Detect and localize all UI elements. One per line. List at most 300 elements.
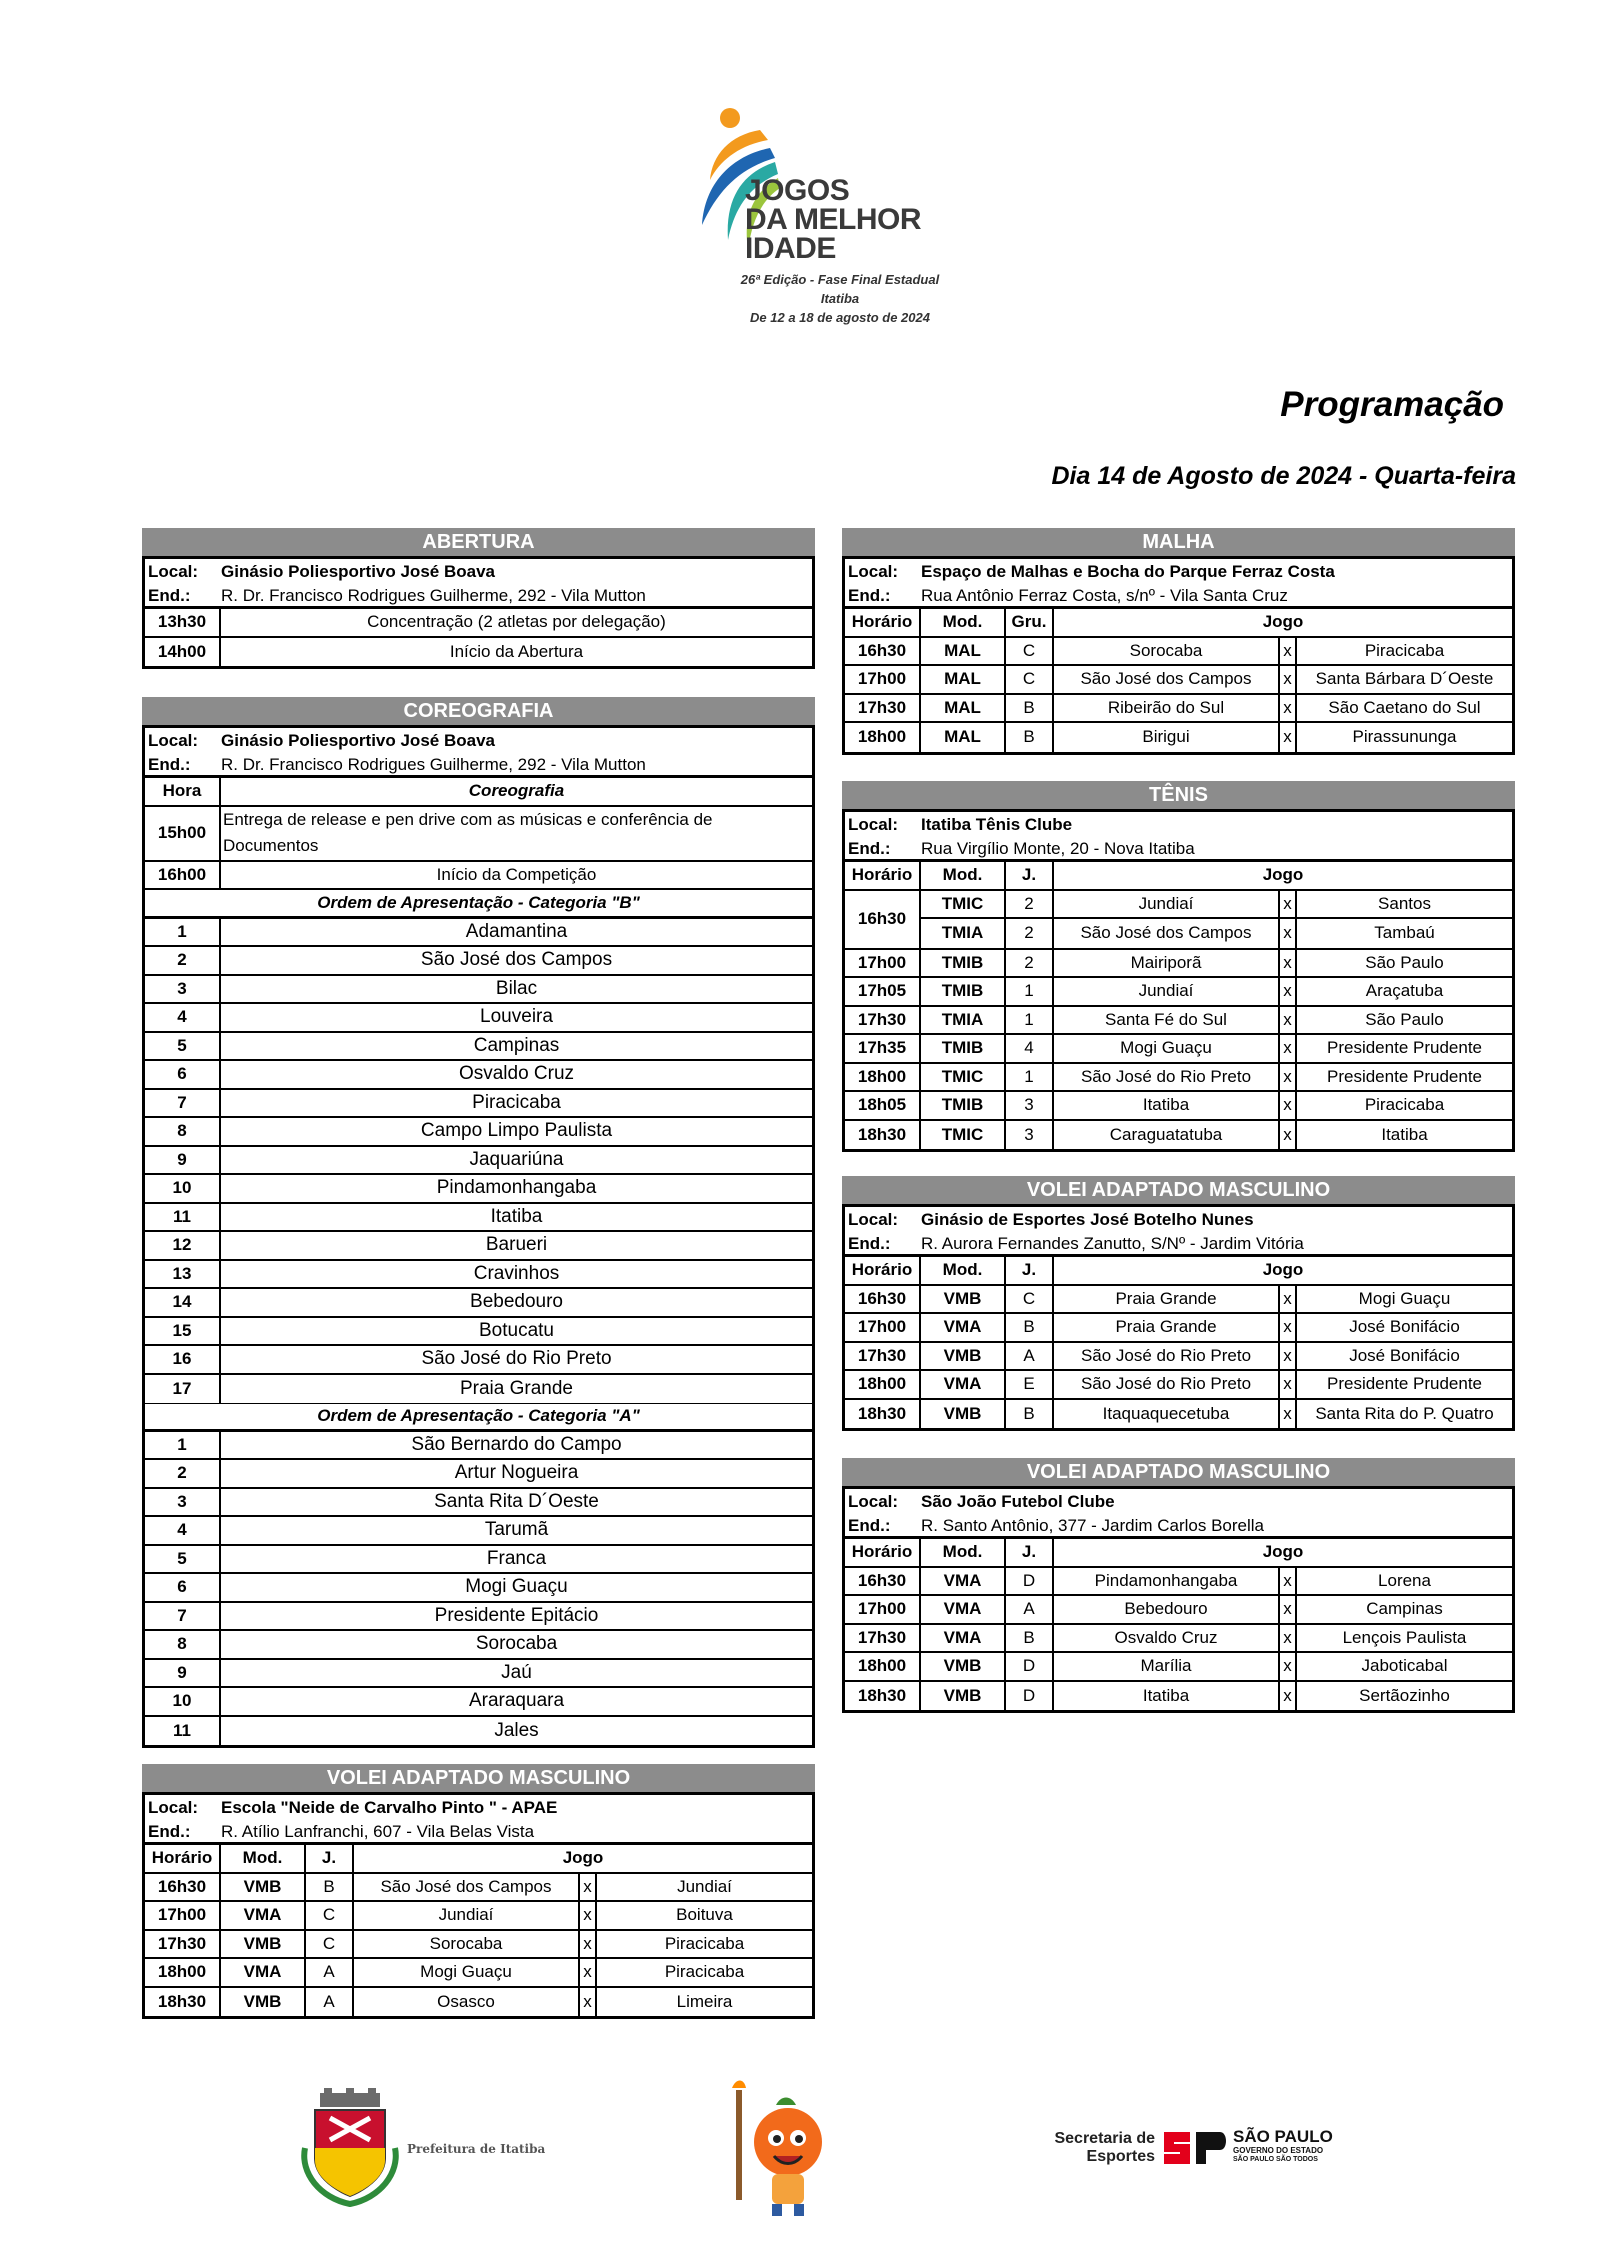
col-jogo: Jogo <box>1262 865 1304 885</box>
game-modality: VMB <box>221 1931 306 1958</box>
versus-mark: x <box>1280 1092 1297 1119</box>
table-row <box>845 695 1512 724</box>
game-group: C <box>1006 1286 1054 1313</box>
order-number: 16 <box>145 1346 221 1373</box>
game-modality: VMB <box>921 1682 1006 1711</box>
volei-apae-title: VOLEI ADAPTADO MASCULINO <box>142 1764 815 1792</box>
city-name: Cravinhos <box>473 1262 560 1284</box>
game-time: 18h00 <box>145 1959 221 1986</box>
coreografia-row: 15h00 Entrega de release e pen drive com as músicas e conferência de Documentos <box>145 807 812 862</box>
versus-mark: x <box>1280 723 1297 752</box>
venue-local: Local: São João Futebol Clube <box>845 1486 1512 1513</box>
list-item <box>145 1004 812 1033</box>
volei-botelho-section <box>842 1176 1515 1431</box>
team-away: São Paulo <box>1365 1009 1444 1029</box>
game-group: 1 <box>1006 1064 1054 1091</box>
city-name: Jales <box>494 1719 539 1741</box>
game-time: 17h30 <box>845 695 921 722</box>
game-modality: TMIA <box>921 919 1006 948</box>
game-time: 18h30 <box>845 1400 921 1429</box>
city-name: Presidente Epitácio <box>434 1604 599 1626</box>
team-away: Campinas <box>1366 1599 1443 1619</box>
team-away: Santos <box>1378 893 1431 913</box>
team-home: Sorocaba <box>1054 638 1280 665</box>
game-group: B <box>1006 1400 1054 1429</box>
list-item <box>145 1432 812 1461</box>
order-number: 11 <box>145 1204 221 1231</box>
city-name: Barueri <box>485 1234 548 1256</box>
volei-botelho-title: VOLEI ADAPTADO MASCULINO <box>842 1176 1515 1204</box>
cat-a-list <box>145 1432 812 1746</box>
col-jogo: Jogo <box>562 1848 604 1868</box>
list-item <box>145 1631 812 1660</box>
game-time: 16h30 <box>845 1286 921 1313</box>
cat-b-list <box>145 919 812 1404</box>
list-item <box>145 1717 812 1746</box>
team-away: Boituva <box>676 1905 733 1925</box>
game-group: 2 <box>1006 919 1054 948</box>
team-home: São José do Rio Preto <box>1054 1064 1280 1091</box>
game-time: 18h30 <box>145 1988 221 2017</box>
coreografia-end: End.: R. Dr. Francisco Rodrigues Guilherme, 292 - Vila Mutton <box>145 752 812 779</box>
team-home: Itatiba <box>1054 1682 1280 1711</box>
game-modality: VMA <box>921 1371 1006 1398</box>
versus-mark: x <box>580 1959 597 1986</box>
volei-apae-section <box>142 1764 815 2019</box>
team-away: Mogi Guaçu <box>1358 1288 1451 1308</box>
game-group: C <box>306 1931 354 1958</box>
game-modality: MAL <box>921 666 1006 693</box>
list-item <box>145 1574 812 1603</box>
versus-mark: x <box>1280 978 1297 1005</box>
logo-line-3: IDADE <box>745 232 836 265</box>
game-time: 18h00 <box>845 1064 921 1091</box>
team-away: São Paulo <box>1365 952 1444 972</box>
team-away: Pirassununga <box>1352 727 1457 747</box>
list-item <box>145 1118 812 1147</box>
prefeitura-coat-of-arms-icon <box>300 2088 400 2208</box>
table-row <box>145 1931 812 1960</box>
prefeitura-label: Prefeitura de Itatiba <box>407 2142 546 2156</box>
game-modality: VMA <box>921 1568 1006 1595</box>
versus-mark: x <box>1280 638 1297 665</box>
malha-title: MALHA <box>842 528 1515 556</box>
order-number: 8 <box>145 1631 221 1658</box>
order-number: 4 <box>145 1517 221 1544</box>
team-home: Santa Fé do Sul <box>1054 1007 1280 1034</box>
table-row <box>845 638 1512 667</box>
team-away: Jundiaí <box>677 1876 732 1896</box>
logo-edition: 26ª Edição - Fase Final Estadual <box>740 272 940 287</box>
col-mod: Mod. <box>921 1257 1006 1284</box>
col-group: J. <box>1006 1539 1054 1566</box>
versus-mark: x <box>1280 1568 1297 1595</box>
order-number: 1 <box>145 1432 221 1459</box>
venue-local: Local: Ginásio de Esportes José Botelho Nunes <box>845 1204 1512 1231</box>
game-time: 16h30 <box>845 891 921 948</box>
venue-address: End.: R. Atílio Lanfranchi, 607 - Vila Belas Vista <box>145 1819 812 1846</box>
team-away: José Bonifácio <box>1349 1317 1460 1337</box>
team-away: Piracicaba <box>1364 1095 1445 1115</box>
game-group: C <box>1006 638 1054 665</box>
team-away: José Bonifácio <box>1349 1345 1460 1365</box>
team-home: Marília <box>1054 1653 1280 1680</box>
game-modality: VMA <box>921 1625 1006 1652</box>
list-item <box>145 1546 812 1575</box>
list-item <box>145 1061 812 1090</box>
team-away: Araçatuba <box>1365 981 1444 1001</box>
team-home: Jundiaí <box>1054 891 1280 918</box>
logo-line-1: JOGOS <box>745 174 850 207</box>
versus-mark: x <box>1280 1596 1297 1623</box>
table-row <box>845 1286 1512 1315</box>
col-mod: Mod. <box>921 862 1006 889</box>
list-item <box>145 1147 812 1176</box>
city-name: Osvaldo Cruz <box>458 1063 575 1085</box>
list-item <box>145 1261 812 1290</box>
city-name: Campo Limpo Paulista <box>420 1120 613 1142</box>
game-time: 17h35 <box>845 1035 921 1062</box>
team-home: Itaquaquecetuba <box>1054 1400 1280 1429</box>
game-time: 16h30 <box>145 1874 221 1901</box>
game-modality: VMB <box>921 1286 1006 1313</box>
list-item <box>145 1460 812 1489</box>
game-group: C <box>306 1902 354 1929</box>
game-group: 2 <box>1006 891 1054 918</box>
table-row <box>145 1874 812 1903</box>
game-group: 4 <box>1006 1035 1054 1062</box>
game-modality: VMB <box>921 1343 1006 1370</box>
table-header <box>845 862 1512 891</box>
list-item <box>145 1090 812 1119</box>
team-home: Bebedouro <box>1054 1596 1280 1623</box>
game-modality: TMIC <box>921 1064 1006 1091</box>
game-modality: TMIB <box>921 978 1006 1005</box>
game-modality: VMA <box>221 1902 306 1929</box>
table-row <box>845 1625 1512 1654</box>
table-row <box>145 1959 812 1988</box>
team-home: Sorocaba <box>354 1931 580 1958</box>
versus-mark: x <box>1280 1400 1297 1429</box>
game-modality: TMIC <box>921 891 1006 918</box>
team-away: Piracicaba <box>1364 640 1445 660</box>
table-row <box>845 1400 1512 1429</box>
game-time: 17h30 <box>145 1931 221 1958</box>
team-home: Jundiaí <box>1054 978 1280 1005</box>
game-modality: VMA <box>921 1314 1006 1341</box>
order-number: 6 <box>145 1061 221 1088</box>
sp-logo-icon <box>1160 2128 1230 2168</box>
team-away: Itatiba <box>1381 1124 1428 1144</box>
table-row <box>845 1653 1512 1682</box>
coreografia-local: Local: Ginásio Poliesportivo José Boava <box>145 725 812 752</box>
merged-time-group <box>845 891 1512 950</box>
venue-address: End.: Rua Virgílio Monte, 20 - Nova Itatiba <box>845 836 1512 863</box>
order-number: 9 <box>145 1147 221 1174</box>
logo-line-2: DA MELHOR <box>745 203 922 236</box>
venue-address: End.: Rua Antônio Ferraz Costa, s/nº - Vila Santa Cruz <box>845 583 1512 610</box>
col-horario: Horário <box>845 1539 921 1566</box>
game-group: 3 <box>1006 1092 1054 1119</box>
city-name: Bebedouro <box>470 1291 563 1313</box>
game-group: 1 <box>1006 978 1054 1005</box>
table-row <box>845 1121 1512 1150</box>
game-time: 17h30 <box>845 1343 921 1370</box>
list-item <box>145 1175 812 1204</box>
table-row <box>845 1596 1512 1625</box>
col-horario: Horário <box>845 1257 921 1284</box>
col-horario: Horário <box>845 862 921 889</box>
table-row <box>145 1902 812 1931</box>
abertura-title: ABERTURA <box>142 528 815 556</box>
city-name: Jaú <box>501 1661 532 1683</box>
table-row <box>921 919 1512 948</box>
order-number: 10 <box>145 1175 221 1202</box>
table-header <box>845 609 1512 638</box>
game-time: 17h00 <box>845 1314 921 1341</box>
order-number: 14 <box>145 1289 221 1316</box>
team-home: São José dos Campos <box>1054 919 1280 948</box>
abertura-section <box>142 528 815 669</box>
game-time: 17h00 <box>145 1902 221 1929</box>
city-name: Adamantina <box>465 920 568 942</box>
city-name: Araraquara <box>468 1690 565 1712</box>
city-name: São Bernardo do Campo <box>411 1433 622 1455</box>
table-header <box>145 1845 812 1874</box>
table-row <box>845 1371 1512 1400</box>
list-item <box>145 1232 812 1261</box>
page-date: Dia 14 de Agosto de 2024 - Quarta-feira <box>1051 462 1516 490</box>
team-home: Mogi Guaçu <box>1054 1035 1280 1062</box>
coreografia-section <box>142 697 815 1748</box>
order-number: 13 <box>145 1261 221 1288</box>
team-away: São Caetano do Sul <box>1328 697 1481 717</box>
order-number: 9 <box>145 1660 221 1687</box>
game-time: 17h30 <box>845 1007 921 1034</box>
table-header <box>845 1257 1512 1286</box>
team-home: Praia Grande <box>1054 1314 1280 1341</box>
versus-mark: x <box>1280 919 1297 948</box>
table-row <box>845 1064 1512 1093</box>
volei-sjoao-section <box>842 1458 1515 1713</box>
table-row <box>845 1007 1512 1036</box>
versus-mark: x <box>1280 666 1297 693</box>
game-time: 18h30 <box>845 1682 921 1711</box>
col-horario: Horário <box>145 1845 221 1872</box>
col-group: Gru. <box>1006 609 1054 636</box>
order-number: 4 <box>145 1004 221 1031</box>
city-name: Artur Nogueira <box>454 1462 579 1484</box>
team-home: Ribeirão do Sul <box>1054 695 1280 722</box>
order-number: 1 <box>145 919 221 946</box>
table-row <box>921 891 1512 920</box>
versus-mark: x <box>1280 695 1297 722</box>
col-mod: Mod. <box>221 1845 306 1872</box>
team-home: Mairiporã <box>1054 950 1280 977</box>
game-time: 17h00 <box>845 950 921 977</box>
abertura-row: 14h00 Início da Abertura <box>145 638 812 667</box>
col-horario: Horário <box>845 609 921 636</box>
versus-mark: x <box>1280 1625 1297 1652</box>
game-group: A <box>1006 1343 1054 1370</box>
venue-address: End.: R. Aurora Fernandes Zanutto, S/Nº - Jardim Vitória <box>845 1231 1512 1258</box>
team-home: Itatiba <box>1054 1092 1280 1119</box>
table-row <box>845 1314 1512 1343</box>
team-away: Presidente Prudente <box>1327 1374 1482 1394</box>
order-number: 7 <box>145 1090 221 1117</box>
city-name: Mogi Guaçu <box>465 1576 568 1598</box>
versus-mark: x <box>1280 1007 1297 1034</box>
coreografia-row: 16h00 Início da Competição <box>145 862 812 891</box>
game-group: 3 <box>1006 1121 1054 1150</box>
game-time: 18h00 <box>845 723 921 752</box>
game-group: C <box>1006 666 1054 693</box>
team-away: Santa Rita do P. Quatro <box>1315 1403 1494 1423</box>
team-away: Presidente Prudente <box>1327 1066 1482 1086</box>
game-modality: TMIC <box>921 1121 1006 1150</box>
list-item <box>145 919 812 948</box>
cat-b-title: Ordem de Apresentação - Categoria "B" <box>145 890 812 919</box>
tenis-title: TÊNIS <box>842 781 1515 809</box>
city-name: Santa Rita D´Oeste <box>434 1490 599 1512</box>
game-group: B <box>1006 695 1054 722</box>
game-group: B <box>1006 1314 1054 1341</box>
city-name: Louveira <box>480 1006 553 1028</box>
game-time: 18h30 <box>845 1121 921 1150</box>
order-number: 5 <box>145 1546 221 1573</box>
table-row <box>845 1568 1512 1597</box>
game-time: 17h00 <box>845 1596 921 1623</box>
versus-mark: x <box>1280 1035 1297 1062</box>
col-group: J. <box>1006 1257 1054 1284</box>
game-group: D <box>1006 1653 1054 1680</box>
list-item <box>145 976 812 1005</box>
list-item <box>145 1033 812 1062</box>
order-number: 7 <box>145 1603 221 1630</box>
logo-city: Itatiba <box>820 291 860 306</box>
game-modality: MAL <box>921 723 1006 752</box>
secretaria-label: Secretaria de Esportes <box>1054 2130 1155 2165</box>
table-header <box>845 1539 1512 1568</box>
event-logo <box>690 100 980 330</box>
game-modality: TMIB <box>921 950 1006 977</box>
team-away: Tambaú <box>1374 923 1435 943</box>
game-time: 18h00 <box>845 1371 921 1398</box>
team-away: Piracicaba <box>664 1933 745 1953</box>
list-item <box>145 1204 812 1233</box>
list-item <box>145 1375 812 1404</box>
game-time: 18h05 <box>845 1092 921 1119</box>
game-group: A <box>306 1988 354 2017</box>
cat-a-title: Ordem de Apresentação - Categoria "A" <box>145 1403 812 1432</box>
game-group: A <box>1006 1596 1054 1623</box>
game-modality: VMA <box>921 1596 1006 1623</box>
tenis-section <box>842 781 1515 1152</box>
col-group: J. <box>1006 862 1054 889</box>
versus-mark: x <box>1280 1653 1297 1680</box>
city-name: Campinas <box>473 1034 560 1056</box>
coreografia-title: COREOGRAFIA <box>142 697 815 725</box>
game-time: 16h30 <box>845 1568 921 1595</box>
city-name: Franca <box>486 1547 547 1569</box>
versus-mark: x <box>1280 1682 1297 1711</box>
logo-dates: De 12 a 18 de agosto de 2024 <box>750 310 930 325</box>
list-item <box>145 1660 812 1689</box>
game-group: B <box>306 1874 354 1901</box>
versus-mark: x <box>1280 1371 1297 1398</box>
table-row <box>845 1343 1512 1372</box>
list-item <box>145 1289 812 1318</box>
game-time: 18h00 <box>845 1653 921 1680</box>
order-number: 17 <box>145 1375 221 1404</box>
team-home: São José do Rio Preto <box>1054 1343 1280 1370</box>
game-modality: VMB <box>221 1874 306 1901</box>
team-home: Caraguatatuba <box>1054 1121 1280 1150</box>
order-number: 15 <box>145 1318 221 1345</box>
order-number: 10 <box>145 1688 221 1715</box>
game-group: D <box>1006 1568 1054 1595</box>
table-row <box>845 1035 1512 1064</box>
order-number: 8 <box>145 1118 221 1145</box>
team-home: Praia Grande <box>1054 1286 1280 1313</box>
col-jogo: Jogo <box>1262 612 1304 632</box>
versus-mark: x <box>580 1931 597 1958</box>
team-away: Lençois Paulista <box>1342 1627 1467 1647</box>
coreografia-header-row: Hora Coreografia <box>145 778 812 807</box>
city-name: Sorocaba <box>475 1633 558 1655</box>
abertura-end: End.: R. Dr. Francisco Rodrigues Guilherme, 292 - Vila Mutton <box>145 583 812 610</box>
game-modality: VMB <box>921 1653 1006 1680</box>
team-away: Sertãozinho <box>1359 1685 1450 1705</box>
city-name: Itatiba <box>490 1205 543 1227</box>
game-modality: MAL <box>921 638 1006 665</box>
game-time: 17h05 <box>845 978 921 1005</box>
table-row <box>845 723 1512 752</box>
city-name: Piracicaba <box>472 1091 561 1113</box>
table-row <box>845 978 1512 1007</box>
col-jogo: Jogo <box>1262 1260 1304 1280</box>
venue-address: End.: R. Santo Antônio, 377 - Jardim Carlos Borella <box>845 1513 1512 1540</box>
versus-mark: x <box>1280 1343 1297 1370</box>
versus-mark: x <box>1280 891 1297 918</box>
game-modality: TMIB <box>921 1092 1006 1119</box>
game-group: 2 <box>1006 950 1054 977</box>
versus-mark: x <box>580 1902 597 1929</box>
list-item <box>145 1517 812 1546</box>
table-row <box>845 1092 1512 1121</box>
table-row <box>845 666 1512 695</box>
order-number: 6 <box>145 1574 221 1601</box>
order-number: 11 <box>145 1717 221 1746</box>
city-name: São José dos Campos <box>420 949 613 971</box>
abertura-row: 13h30 Concentração (2 atletas por delegação) <box>145 609 812 638</box>
game-modality: VMB <box>921 1400 1006 1429</box>
game-group: E <box>1006 1371 1054 1398</box>
team-away: Presidente Prudente <box>1327 1038 1482 1058</box>
city-name: Tarumã <box>484 1519 549 1541</box>
malha-section <box>842 528 1515 755</box>
team-home: Birigui <box>1054 723 1280 752</box>
game-group: B <box>1006 723 1054 752</box>
team-home: Jundiaí <box>354 1902 580 1929</box>
versus-mark: x <box>1280 1064 1297 1091</box>
team-away: Jaboticabal <box>1361 1656 1448 1676</box>
game-modality: MAL <box>921 695 1006 722</box>
game-time: 17h30 <box>845 1625 921 1652</box>
team-away: Lorena <box>1378 1570 1431 1590</box>
city-name: Pindamonhangaba <box>436 1177 597 1199</box>
team-home: São José dos Campos <box>1054 666 1280 693</box>
